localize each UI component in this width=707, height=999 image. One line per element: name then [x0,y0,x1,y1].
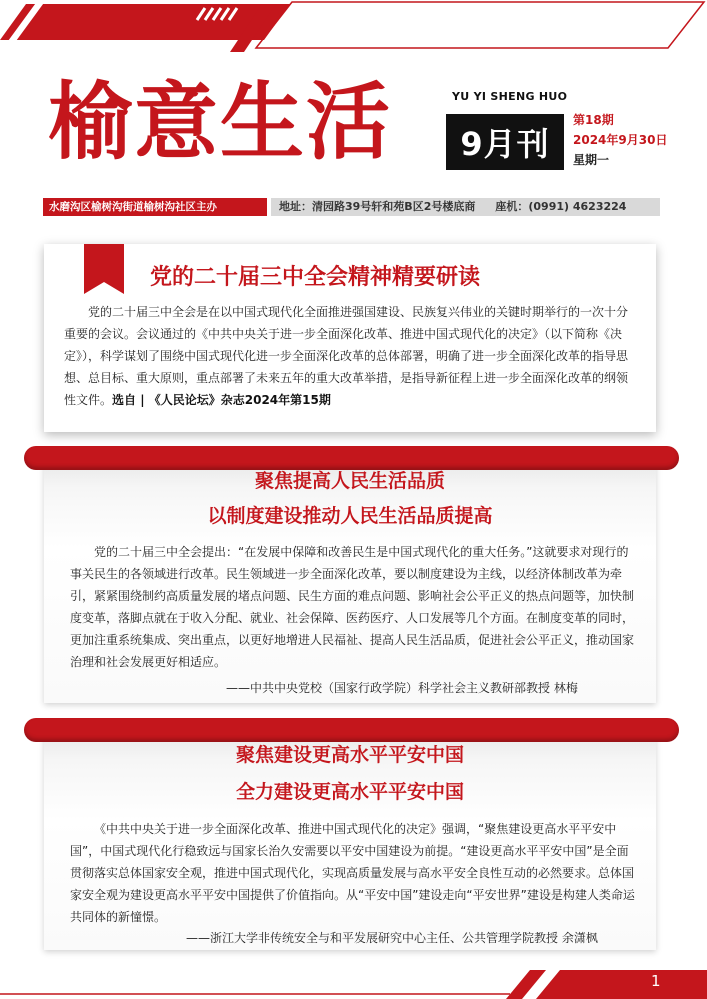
issue-date: 2024年9月30日 [573,133,668,147]
section2-title-line1: 聚焦提高人民生活品质 [254,470,445,492]
bookmark-ribbon-icon [84,244,124,294]
issue-info [573,110,667,170]
section2-body: 党的二十届三中全会提出：“在发展中保障和改善民生是中国式现代化的重大任务。”这就要求对现行的事关民生的各领域进行改革。民生领域进一步全面深化改革，要以制度建设为主线，以经济体制改革为牵引，紧紧围绕制约高质量发展的堵点问题、民生方面的难点问题、影响社会公平正义的热点问题等，加快制度变革，落脚点就在于收入分配、就业、社会保障、医药医疗、人口发展等几个方面。在制度变革的同时，更加注重系统集成、突出重点，以更好地增进人民福祉、提高人民生活品质，促进社会公平正义，推动国家治理和社会发展更好相适应。 [70,545,635,669]
organizer-label: 水磨沟区榆树沟街道榆树沟社区主办 [43,198,267,216]
section2-byline: ——中共中央党校（国家行政学院）科学社会主义教研部教授 林梅 [226,681,578,695]
address-text: 地址：清园路39号轩和苑B区2号楼底商 [279,200,476,213]
footer-band [0,962,707,999]
masthead-title: 榆意生活 [48,73,393,171]
masthead-pinyin: YU YI SHENG HUO [452,90,568,103]
section3-title-line1: 聚焦建设更高水平平安中国 [235,744,464,766]
section1-text: 党的二十届三中全会是在以中国式现代化全面推进强国建设、民族复兴伟业的关键时期举行的一次十分重要的会议。会议通过的《中共中央关于进一步全面深化改革、推进中国式现代化的决定》（以下简称《决定》），科学谋划了围绕中国式现代化进一步全面深化改革的总体部署，明确了进一步全面深化改革的指导思想、总目标、重大原则，重点部署了未来五年的重大改革举措，是指导新征程上进一步全面深化改革的纲领性文件。 [64,305,629,407]
issue-weekday: 星期一 [573,153,610,167]
month-label: 9月刊 [446,114,564,170]
page-number: 1 [651,972,661,990]
section3-byline: ——浙江大学非传统安全与和平发展研究中心主任、公共管理学院教授 余潇枫 [186,931,598,945]
section3-body: 《中共中央关于进一步全面深化改革、推进中国式现代化的决定》强调，“聚焦建设更高水平平安中国”，中国式现代化行稳致远与国家长治久安需要以平安中国建设为前提。“建设更高水平平安中国”是全面贯彻落实总体国家安全观，推进中国式现代化，实现高质量发展与高水平安全良性互动的必然要求。总体国家安全观为建设更高水平平安中国提供了价值指向。从“平安中国”建设走向“平安世界”建设是构建人类命运共同体的新憧憬。 [70,822,635,924]
section3-title-line2: 全力建设更高水平平安中国 [235,781,464,803]
top-decorative-band [0,0,707,62]
issue-number: 第18期 [573,113,614,127]
section1-title: 党的二十届三中全会精神精要研读 [150,265,481,290]
contact-bar [271,198,660,216]
section1-body [64,301,639,411]
section2-title-line2: 以制度建设推动人民生活品质提高 [207,505,493,527]
phone-text: 座机：(0991) 4623224 [495,200,627,213]
section1-source: 选自 | 《人民论坛》杂志2024年第15期 [112,393,331,407]
